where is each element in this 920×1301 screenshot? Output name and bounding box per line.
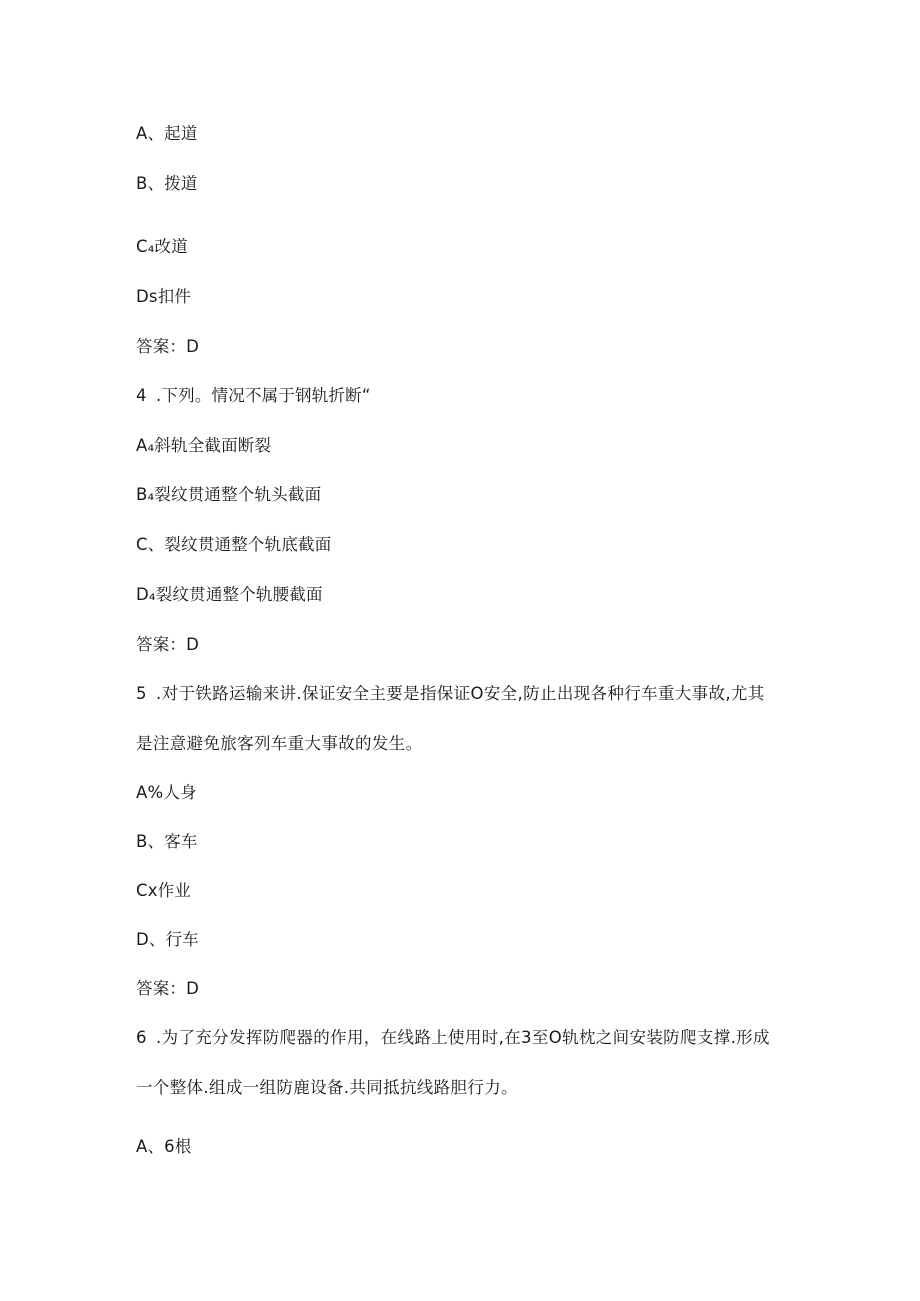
option-text: A、起道 xyxy=(136,124,198,143)
question-continuation-line xyxy=(136,734,422,754)
answer-text: 答案：D xyxy=(136,979,200,998)
option-a-line xyxy=(136,1137,192,1157)
option-d-line xyxy=(136,287,191,307)
option-a-line xyxy=(136,436,271,456)
question-line xyxy=(136,386,371,406)
option-d-line xyxy=(136,585,323,605)
question-text: 是注意避免旅客列车重大事故的发生。 xyxy=(136,734,423,753)
answer-line xyxy=(136,635,199,655)
option-text: C、裂纹贯通整个轨底截面 xyxy=(136,535,332,554)
option-a-line xyxy=(136,124,198,144)
option-b-line xyxy=(136,174,198,194)
option-c-line xyxy=(136,881,191,901)
option-text: B、客车 xyxy=(136,832,198,851)
question-continuation-line xyxy=(136,1078,518,1098)
option-text: A、6根 xyxy=(136,1137,192,1156)
question-text: 一个整体.组成一组防鹿设备.共同抵抗线路胆行力。 xyxy=(136,1078,518,1097)
option-text: D、行车 xyxy=(136,930,200,949)
question-number: 5 xyxy=(136,684,147,703)
answer-text: 答案：D xyxy=(136,337,200,356)
question-line xyxy=(136,684,765,704)
option-text: Ds扣件 xyxy=(136,287,192,306)
option-b-line xyxy=(136,485,321,505)
option-c-line xyxy=(136,237,188,257)
option-d-line xyxy=(136,930,199,950)
option-a-line xyxy=(136,783,197,803)
question-text: .对于铁路运输来讲.保证安全主要是指保证O安全,防止出现各种行车重大事故,尤其 xyxy=(156,684,765,703)
answer-line xyxy=(136,979,199,999)
option-c-line xyxy=(136,535,331,555)
option-text: D₄裂纹贯通整个轨腰截面 xyxy=(136,585,323,604)
option-text: A₄斜轨全截面断裂 xyxy=(136,436,272,455)
option-text: Cx作业 xyxy=(136,881,192,900)
option-text: C₄改道 xyxy=(136,237,188,256)
answer-text: 答案：D xyxy=(136,635,200,654)
question-number: 4 xyxy=(136,386,147,405)
question-number: 6 xyxy=(136,1028,147,1047)
option-text: B、拨道 xyxy=(136,174,198,193)
question-text: .下列。情况不属于钢轨折断“ xyxy=(156,386,371,405)
option-b-line xyxy=(136,832,198,852)
answer-line xyxy=(136,337,199,357)
option-text: A%人身 xyxy=(136,783,197,802)
question-line xyxy=(136,1028,770,1048)
question-text: .为了充分发挥防爬器的作用，在线路上使用时,在3至O轨枕之间安装防爬支撑.形成 xyxy=(156,1028,770,1047)
option-text: B₄裂纹贯通整个轨头截面 xyxy=(136,485,322,504)
